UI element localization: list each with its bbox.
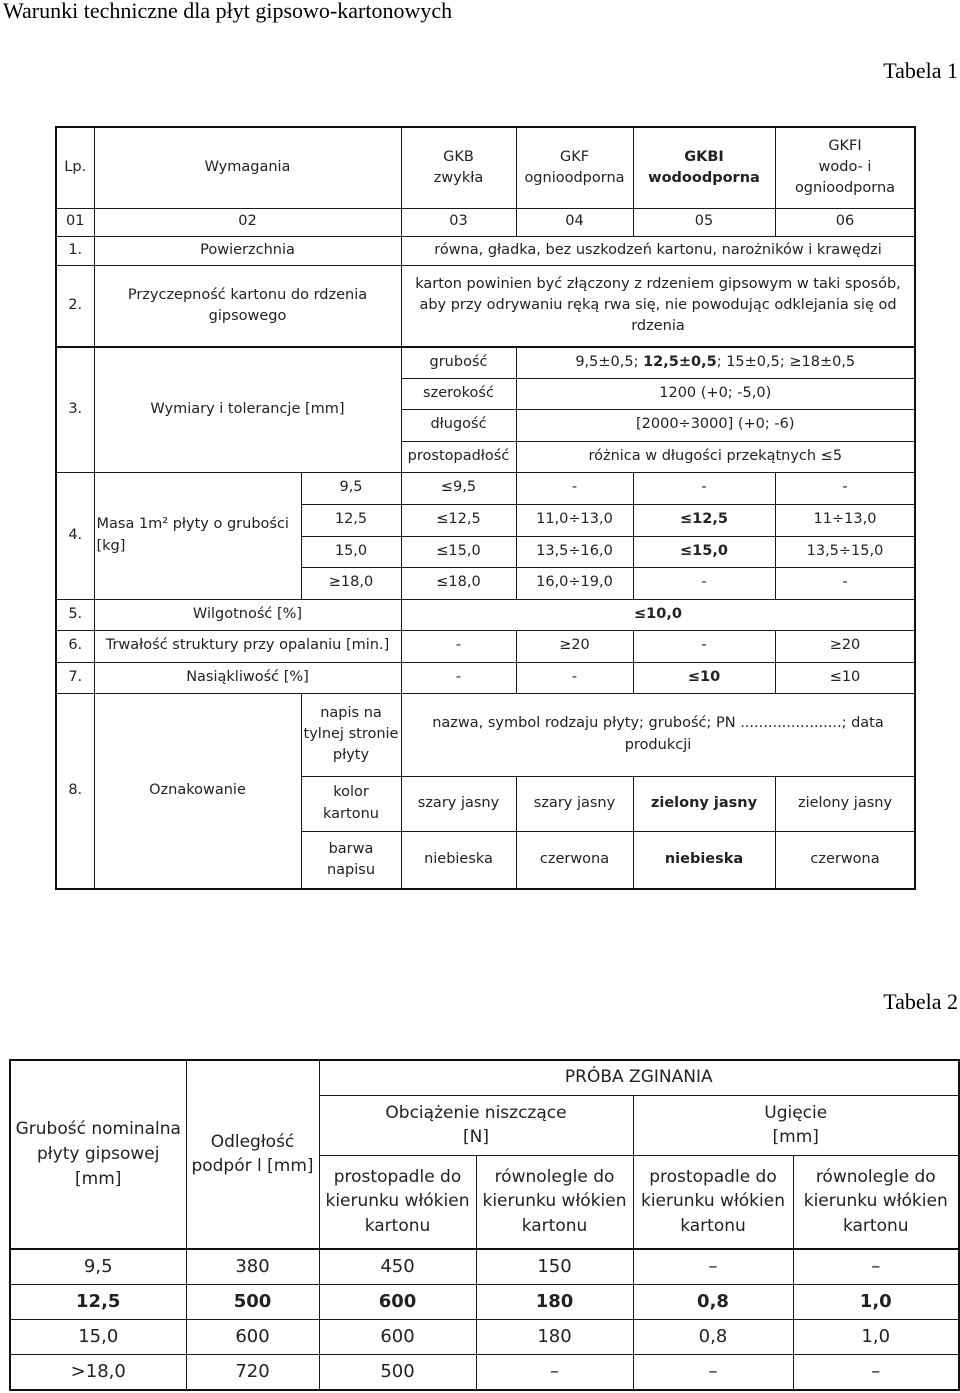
value-gkf: ≥20 [516,630,633,662]
cell-odleglosc: 600 [186,1320,319,1355]
bending-test-table [9,1059,960,1391]
table2-row [10,1355,959,1390]
row-wilgotnosc [56,599,915,630]
header-odleglosc: Odległość podpór l [mm] [186,1060,319,1249]
value-gkbi: - [633,630,775,662]
barwa-gkbi: niebieska [633,831,775,889]
mass-gkbi: - [633,567,775,599]
header-grubosc: Grubość nominalna płyty gipsowej [mm] [10,1060,186,1249]
cell-grubosc: 15,0 [10,1320,186,1355]
mass-gkfi: 11÷13,0 [775,504,915,536]
row-label: Nasiąkliwość [%] [94,662,401,693]
row-lp: 6. [56,630,94,662]
cell-ug-prost: – [633,1249,793,1285]
row-label: Trwałość struktury przy opalaniu [min.] [94,630,401,662]
value-gkfi: ≥20 [775,630,915,662]
barwa-gkb: niebieska [401,831,516,889]
cell-ug-rown: 1,0 [793,1285,959,1320]
mass-gkf: 16,0÷19,0 [516,567,633,599]
kolor-gkf: szary jasny [516,776,633,831]
cell-obc-rown: – [476,1355,633,1390]
mass-gkf: 11,0÷13,0 [516,504,633,536]
row-label: Powierzchnia [94,236,401,265]
row-masa [56,472,915,504]
col-number: 06 [775,208,915,236]
row-lp: 8. [56,693,94,889]
table2-row [10,1320,959,1355]
table1-label: Tabela 1 [883,58,958,83]
cell-obc-rown: 180 [476,1320,633,1355]
cell-ug-prost: 0,8 [633,1320,793,1355]
sublabel-barwa: barwa napisu [301,831,401,889]
mass-gkf: - [516,472,633,504]
col-number: 01 [56,208,94,236]
col-number: 04 [516,208,633,236]
value-gkfi: ≤10 [775,662,915,693]
row-label: Oznakowanie [94,693,301,889]
row-oznakowanie [56,693,915,776]
sublabel-kolor: kolor kartonu [301,776,401,831]
mass-thickness: 12,5 [301,504,401,536]
header-gkb: GKB zwykła [401,127,516,208]
value-gkf: - [516,662,633,693]
table2-label: Tabela 2 [883,989,958,1014]
table2-row [10,1285,959,1320]
cell-ug-prost: 0,8 [633,1285,793,1320]
value-gkbi: ≤10 [633,662,775,693]
value-prostopadlosc: różnica w długości przekątnych ≤5 [516,441,915,472]
sublabel-grubosc: grubość [401,347,516,378]
header-ugiecie: Ugięcie [mm] [633,1095,959,1155]
kolor-gkfi: zielony jasny [775,776,915,831]
cell-odleglosc: 500 [186,1285,319,1320]
cell-obc-rown: 150 [476,1249,633,1285]
header-lp: Lp. [56,127,94,208]
cell-odleglosc: 720 [186,1355,319,1390]
table2-header-row [10,1060,959,1095]
row-value: karton powinien być złączony z rdzeniem gipsowym w taki sposób, aby przy odrywaniu ręką rwa się, nie powodując odklejania się od rdzenia [401,265,915,347]
header-gkfi: GKFI wodo- i ognioodporna [775,127,915,208]
cell-obc-prost: 500 [319,1355,476,1390]
row-label: Wymiary i tolerancje [mm] [94,347,401,472]
row-label: Masa 1m² płyty o grubości [kg] [94,472,301,599]
kolor-gkb: szary jasny [401,776,516,831]
mass-gkb: ≤9,5 [401,472,516,504]
value-dlugosc: [2000÷3000] (+0; -6) [516,409,915,441]
mass-thickness: 9,5 [301,472,401,504]
cell-ug-rown: – [793,1355,959,1390]
mass-gkfi: - [775,472,915,504]
value-grubosc: 9,5±0,5; 12,5±0,5; 15±0,5; ≥18±0,5 [516,347,915,378]
row-lp: 3. [56,347,94,472]
row-przyczepnosc [56,265,915,347]
cell-ug-prost: – [633,1355,793,1390]
header-obciazenie: Obciążenie niszczące [N] [319,1095,633,1155]
header-proba-zginania: PRÓBA ZGINANIA [319,1060,959,1095]
cell-grubosc: >18,0 [10,1355,186,1390]
value-gkb: - [401,662,516,693]
row-lp: 1. [56,236,94,265]
row-lp: 5. [56,599,94,630]
cell-grubosc: 12,5 [10,1285,186,1320]
row-wymiary [56,347,915,378]
row-value: ≤10,0 [401,599,915,630]
row-value: równa, gładka, bez uszkodzeń kartonu, narożników i krawędzi [401,236,915,265]
header-obc-rownolegle: równolegle do kierunku włókien kartonu [476,1155,633,1248]
barwa-gkfi: czerwona [775,831,915,889]
mass-gkf: 13,5÷16,0 [516,536,633,567]
column-number-row [56,208,915,236]
sublabel-prostopadlosc: prostopadłość [401,441,516,472]
value-napis: nazwa, symbol rodzaju płyty; grubość; PN ......................; data produkcji [401,693,915,776]
header-gkf: GKF ognioodporna [516,127,633,208]
cell-obc-prost: 600 [319,1285,476,1320]
mass-thickness: 15,0 [301,536,401,567]
row-lp: 4. [56,472,94,599]
mass-thickness: ≥18,0 [301,567,401,599]
sublabel-dlugosc: długość [401,409,516,441]
barwa-gkf: czerwona [516,831,633,889]
cell-grubosc: 9,5 [10,1249,186,1285]
header-gkbi: GKBI wodoodporna [633,127,775,208]
row-nasiakliwosc [56,662,915,693]
header-ug-prostopadle: prostopadle do kierunku włókien kartonu [633,1155,793,1248]
row-powierzchnia [56,236,915,265]
requirements-table [55,126,916,890]
row-trwalosc [56,630,915,662]
mass-gkfi: 13,5÷15,0 [775,536,915,567]
mass-gkbi: ≤12,5 [633,504,775,536]
header-wymagania: Wymagania [94,127,401,208]
row-label: Wilgotność [%] [94,599,401,630]
row-lp: 7. [56,662,94,693]
sublabel-szerokosc: szerokość [401,378,516,409]
mass-gkfi: - [775,567,915,599]
cell-obc-prost: 450 [319,1249,476,1285]
table1-header-row [56,127,915,208]
row-lp: 2. [56,265,94,347]
cell-obc-rown: 180 [476,1285,633,1320]
value-gkb: - [401,630,516,662]
sublabel-napis: napis na tylnej stronie płyty [301,693,401,776]
cell-odleglosc: 380 [186,1249,319,1285]
value-szerokosc: 1200 (+0; -5,0) [516,378,915,409]
row-label: Przyczepność kartonu do rdzenia gipsowego [94,265,401,347]
cell-obc-prost: 600 [319,1320,476,1355]
mass-gkb: ≤15,0 [401,536,516,567]
col-number: 03 [401,208,516,236]
mass-gkb: ≤12,5 [401,504,516,536]
header-obc-prostopadle: prostopadle do kierunku włókien kartonu [319,1155,476,1248]
mass-gkbi: - [633,472,775,504]
header-ug-rownolegle: równolegle do kierunku włókien kartonu [793,1155,959,1248]
mass-gkbi: ≤15,0 [633,536,775,567]
kolor-gkbi: zielony jasny [633,776,775,831]
cell-ug-rown: 1,0 [793,1320,959,1355]
col-number: 05 [633,208,775,236]
col-number: 02 [94,208,401,236]
document-title: Warunki techniczne dla płyt gipsowo-kartonowych [3,0,453,23]
table2-row [10,1249,959,1285]
cell-ug-rown: – [793,1249,959,1285]
mass-gkb: ≤18,0 [401,567,516,599]
